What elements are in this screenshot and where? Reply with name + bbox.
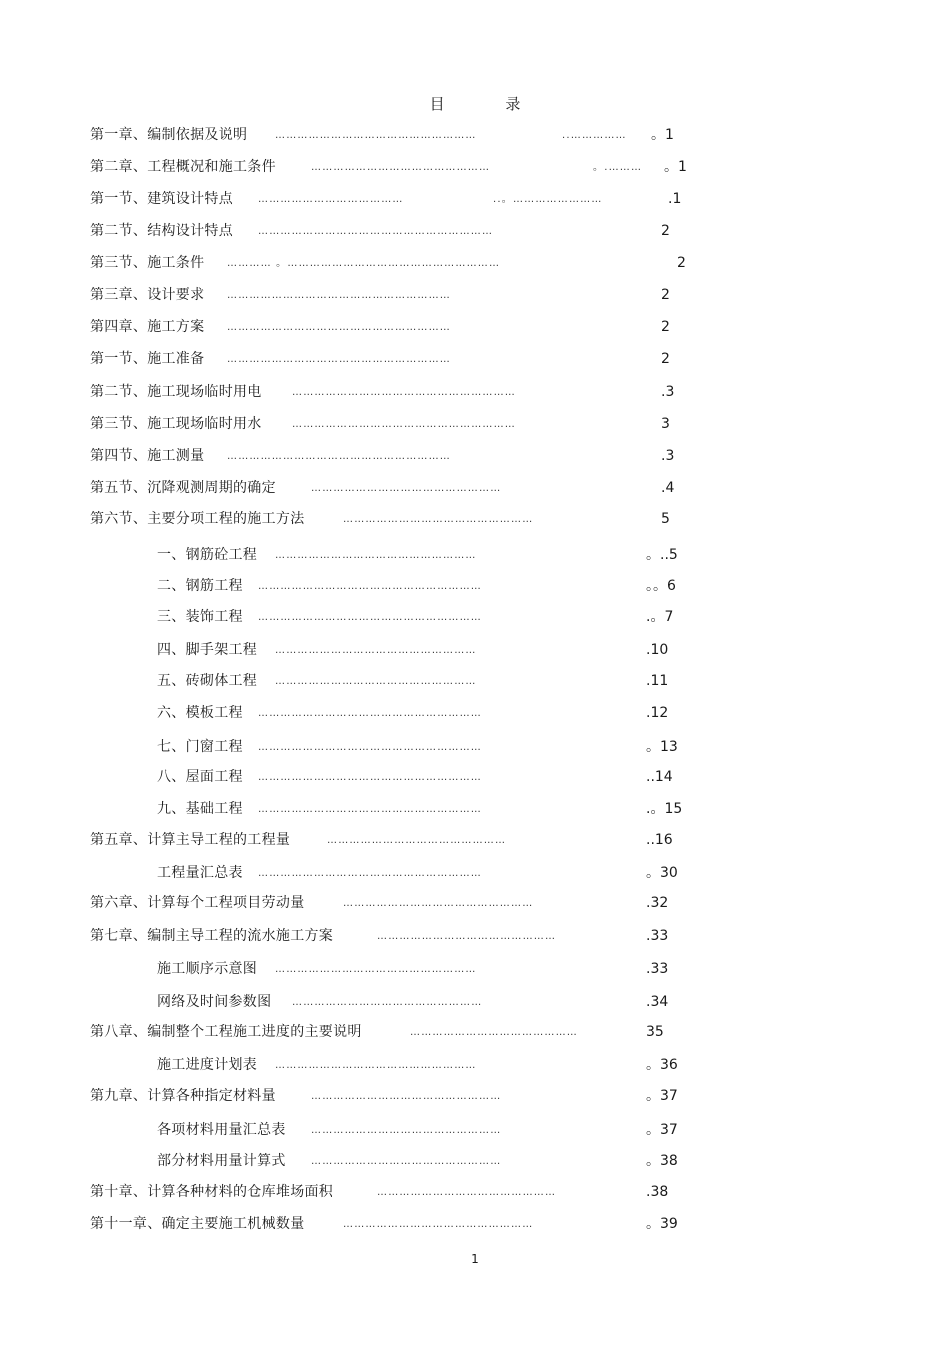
toc-leader-dots: …………………………………………………… [227,290,451,301]
toc-entry-label: 施工进度计划表 [157,1057,258,1073]
toc-entry[interactable] [0,382,950,402]
toc-entry[interactable] [0,893,950,913]
toc-entry-label: 第六章、计算每个工程项目劳动量 [90,895,305,911]
toc-page-number: ..16 [646,832,673,848]
toc-entry[interactable] [0,414,950,434]
toc-entry-label: 第七章、编制主导工程的流水施工方案 [90,928,334,944]
toc-entry[interactable] [0,1120,950,1140]
toc-page-number: 。37 [646,1122,678,1138]
toc-entry[interactable] [0,992,950,1012]
toc-page-number: 。13 [646,739,678,755]
toc-leader-dots: …………………………………………… [311,483,502,494]
toc-leader-dots-extra: 。.……… [593,162,643,173]
toc-leader-dots: ………… 。………………………………………………… [227,258,501,269]
toc-entry-label: 一、钢筋砼工程 [157,547,258,563]
toc-page-number: 5 [661,511,670,527]
toc-entry[interactable] [0,1151,950,1171]
toc-entry-label: 四、脚手架工程 [157,642,258,658]
toc-leader-dots: …………………………………………… [343,1219,534,1230]
toc-entry[interactable] [0,253,950,273]
toc-leader-dots: …………………………………………………… [227,322,451,333]
toc-entry-label: 五、砖砌体工程 [157,673,258,689]
toc-page-number: 2 [677,255,686,271]
toc-entry[interactable] [0,863,950,883]
toc-leader-dots: …………………………………………… [311,1156,502,1167]
toc-entry-label: 各项材料用量汇总表 [157,1122,286,1138]
toc-leader-dots: …………………………………………………… [258,581,482,592]
toc-leader-dots: ……………………………………… [410,1027,578,1038]
toc-page-number: .32 [646,895,669,911]
toc-page-number: 。1 [651,127,674,143]
toc-leader-dots: …………………………………………… [311,1125,502,1136]
page-number: 1 [471,1252,479,1266]
toc-entry[interactable] [0,671,950,691]
toc-entry[interactable] [0,1086,950,1106]
toc-entry[interactable] [0,576,950,596]
toc-page-number: 。30 [646,865,678,881]
toc-leader-dots: ………………………………… [258,194,404,205]
toc-entry-label: 第一节、建筑设计特点 [90,191,233,207]
toc-entry[interactable] [0,157,950,177]
toc-leader-dots: ………………………………………… [377,931,557,942]
toc-entry-label: 第三节、施工条件 [90,255,205,271]
toc-entry-label: 第三章、设计要求 [90,287,205,303]
toc-entry-label: 第十一章、确定主要施工机械数量 [90,1216,305,1232]
toc-page-number: .33 [646,928,669,944]
toc-entry-label: 工程量汇总表 [157,865,243,881]
toc-entry[interactable] [0,545,950,565]
toc-page-number: .4 [661,480,675,496]
toc-entry-label: 第九章、计算各种指定材料量 [90,1088,276,1104]
toc-entry[interactable] [0,1022,950,1042]
toc-entry[interactable] [0,737,950,757]
toc-page-number: .。7 [646,609,674,625]
toc-page-number: 。37 [646,1088,678,1104]
toc-leader-dots: …………………………………………………… [258,612,482,623]
toc-leader-dots: …………………………………………………… [292,419,516,430]
toc-entry-label: 七、门窗工程 [157,739,243,755]
toc-entry[interactable] [0,349,950,369]
toc-entry-label: 第八章、编制整个工程施工进度的主要说明 [90,1024,362,1040]
toc-leader-dots-extra: ..…………… [562,130,627,141]
toc-entry[interactable] [0,317,950,337]
toc-entry[interactable] [0,189,950,209]
toc-page-number: .3 [661,448,675,464]
toc-entry-label: 施工顺序示意图 [157,961,258,977]
toc-page-number: 2 [661,351,670,367]
toc-leader-dots: ……………………………………………… [275,964,477,975]
toc-page-number: .1 [668,191,682,207]
toc-page-number: .11 [646,673,669,689]
toc-entry[interactable] [0,926,950,946]
toc-entry[interactable] [0,767,950,787]
toc-leader-dots: …………………………………………………… [258,868,482,879]
toc-leader-dots: …………………………………………… [311,1091,502,1102]
toc-leader-dots: …………………………………………………… [227,451,451,462]
toc-leader-dots: …………………………………………………… [292,387,516,398]
toc-entry[interactable] [0,285,950,305]
toc-page-number: .10 [646,642,669,658]
toc-leader-dots: ……………………………………………… [275,645,477,656]
toc-page-number: 。39 [646,1216,678,1232]
toc-leader-dots-extra: ..。…………………… [493,194,603,205]
toc-entry[interactable] [0,221,950,241]
toc-leader-dots: ……………………………………………… [275,550,477,561]
toc-entry[interactable] [0,799,950,819]
toc-leader-dots: ……………………………………………… [275,1060,477,1071]
toc-page-number: 2 [661,319,670,335]
toc-entry-label: 三、装饰工程 [157,609,243,625]
toc-leader-dots: …………………………………………… [343,898,534,909]
toc-entry[interactable] [0,640,950,660]
toc-leader-dots: ………………………………………… [377,1187,557,1198]
toc-page-number: 。..5 [646,547,678,563]
toc-entry-label: 第五章、计算主导工程的工程量 [90,832,291,848]
toc-leader-dots: ………………………………………… [311,162,491,173]
toc-entry[interactable] [0,607,950,627]
toc-page-number: 。36 [646,1057,678,1073]
toc-page-number: 。1 [664,159,687,175]
toc-leader-dots: ……………………………………………………… [258,226,494,237]
toc-entry-label: 第二节、施工现场临时用电 [90,384,262,400]
toc-page-number: .38 [646,1184,669,1200]
toc-entry[interactable] [0,446,950,466]
toc-leader-dots: ……………………………………………… [275,676,477,687]
toc-page-number: 2 [661,223,670,239]
toc-leader-dots: …………………………………………………… [227,354,451,365]
toc-entry[interactable] [0,125,950,145]
toc-entry-label: 第二章、工程概况和施工条件 [90,159,276,175]
toc-entry-label: 第六节、主要分项工程的施工方法 [90,511,305,527]
toc-title: 目 录 [429,95,549,113]
toc-entry[interactable] [0,959,950,979]
toc-entry[interactable] [0,478,950,498]
toc-page-number: .34 [646,994,669,1010]
toc-leader-dots: …………………………………………………… [258,708,482,719]
toc-leader-dots: ……………………………………………… [275,130,477,141]
toc-entry[interactable] [0,509,950,529]
toc-entry-label: 八、屋面工程 [157,769,243,785]
toc-leader-dots: …………………………………………… [343,514,534,525]
toc-entry-label: 第十章、计算各种材料的仓库堆场面积 [90,1184,334,1200]
toc-page-number: .。15 [646,801,683,817]
toc-entry[interactable] [0,830,950,850]
toc-page-number: 2 [661,287,670,303]
toc-entry-label: 九、基础工程 [157,801,243,817]
toc-entry-label: 第二节、结构设计特点 [90,223,233,239]
toc-entry-label: 第一节、施工准备 [90,351,205,367]
toc-page-number: 。。6 [646,578,676,594]
toc-entry-label: 第四节、施工测量 [90,448,205,464]
toc-entry-label: 二、钢筋工程 [157,578,243,594]
toc-page-number: .33 [646,961,669,977]
toc-entry-label: 网络及时间参数图 [157,994,272,1010]
toc-entry[interactable] [0,1055,950,1075]
toc-page-number: 3 [661,416,670,432]
toc-entry-label: 部分材料用量计算式 [157,1153,286,1169]
toc-leader-dots: …………………………………………… [292,997,483,1008]
toc-leader-dots: …………………………………………………… [258,772,482,783]
toc-leader-dots: ………………………………………… [327,835,507,846]
toc-entry-label: 第四章、施工方案 [90,319,205,335]
toc-page-number: .3 [661,384,675,400]
toc-entry[interactable] [0,1214,950,1234]
toc-entry[interactable] [0,1182,950,1202]
toc-leader-dots: …………………………………………………… [258,742,482,753]
toc-page-number: .12 [646,705,669,721]
toc-entry-label: 第五节、沉降观测周期的确定 [90,480,276,496]
toc-page-number: 35 [646,1024,664,1040]
toc-page-number: 。38 [646,1153,678,1169]
toc-page-number: ..14 [646,769,673,785]
toc-entry-label: 六、模板工程 [157,705,243,721]
toc-leader-dots: …………………………………………………… [258,804,482,815]
toc-entry-label: 第三节、施工现场临时用水 [90,416,262,432]
toc-entry[interactable] [0,703,950,723]
toc-entry-label: 第一章、编制依据及说明 [90,127,248,143]
